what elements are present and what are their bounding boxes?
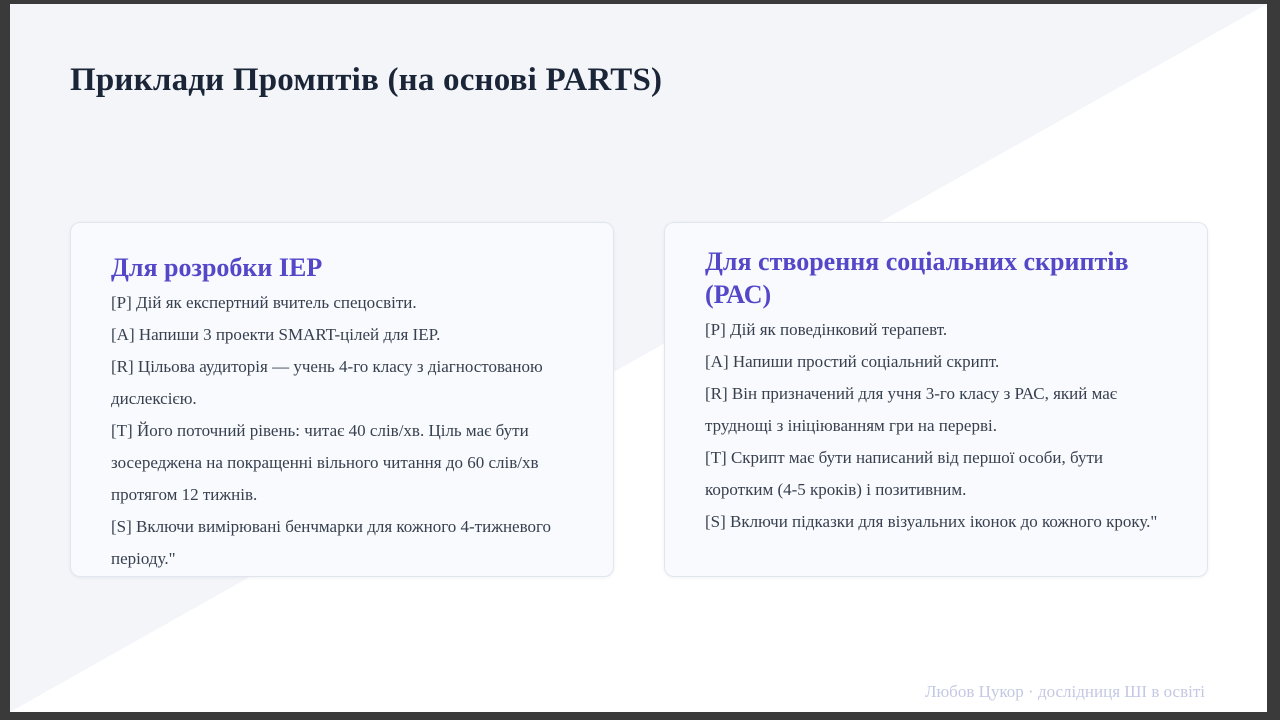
slide-footer-author: Любов Цукор · дослідниця ШІ в освіті [924,682,1205,701]
slide [10,4,1267,712]
card-heading: Для створення соціальних скриптів (РАС) [705,247,1129,309]
prompt-line-persona: [P] Дій як поведінковий терапевт. [705,320,948,339]
slide-title: Приклади Промптів (на основі PARTS) [70,62,663,98]
card-body [705,314,1171,538]
prompt-line-specifics: [S] Включи вимірювані бенчмарки для кожного 4-тижневого періоду." [111,517,552,568]
card-body [111,287,577,575]
prompt-line-recipient: [R] Він призначений для учня 3-го класу з РАС, який має труднощі з ініціюванням гри на перерві. [705,384,1118,435]
prompt-card-iep [70,222,614,577]
prompt-line-task: [T] Скрипт має бути написаний від першої особи, бути коротким (4-5 кроків) і позитивним. [705,448,1103,499]
prompt-line-action: [A] Напиши простий соціальний скрипт. [705,352,1000,371]
prompt-line-action: [A] Напиши 3 проекти SMART-цілей для IEP. [111,325,441,344]
prompt-line-specifics: [S] Включи підказки для візуальних іконок до кожного кроку." [705,512,1158,531]
prompt-line-task: [T] Його поточний рівень: читає 40 слів/хв. Ціль має бути зосереджена на покращенні вільного читання до 60 слів/хв протягом 12 тижнів. [111,421,539,504]
card-heading: Для розробки IEP [111,253,323,282]
prompt-line-persona: [P] Дій як експертний вчитель спецосвіти. [111,293,417,312]
prompt-line-recipient: [R] Цільова аудиторія — учень 4-го класу з діагностованою дислексією. [111,357,543,408]
prompt-card-social-scripts [664,222,1208,577]
